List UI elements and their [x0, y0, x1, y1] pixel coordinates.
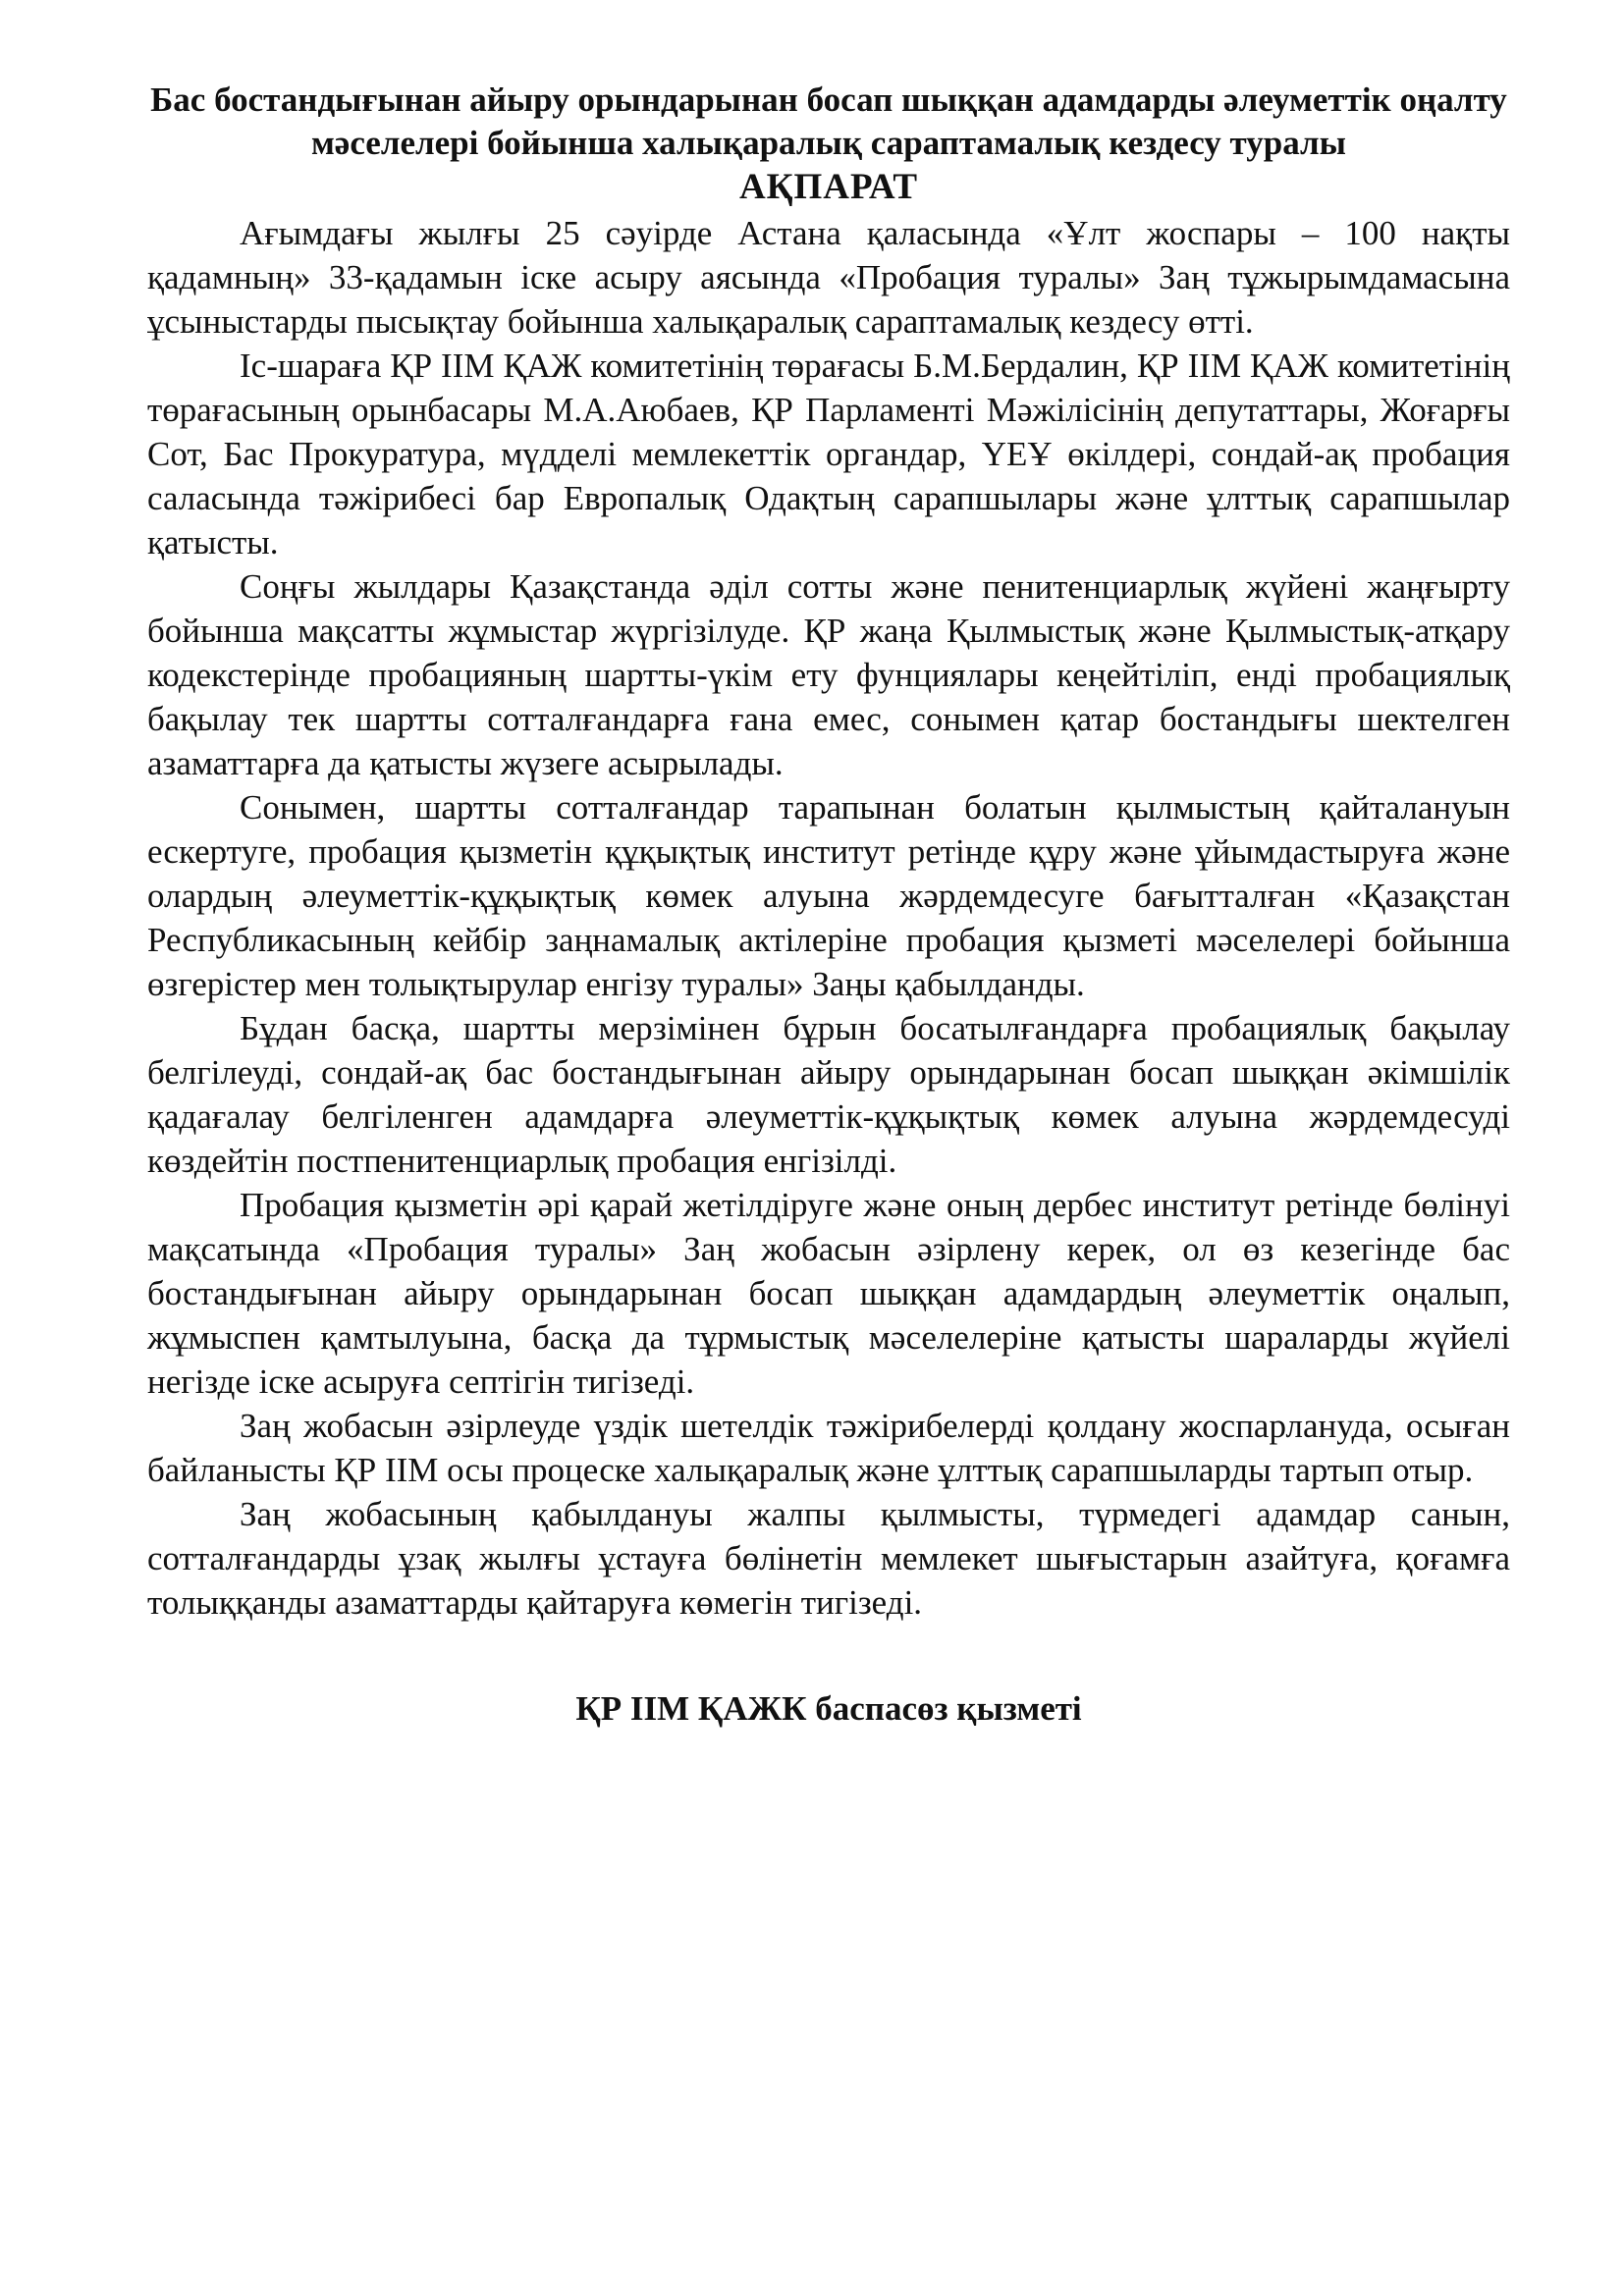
body-paragraph: Іс-шараға ҚР ІІМ ҚАЖ комитетінің төрағасы Б.М.Бердалин, ҚР ІІМ ҚАЖ комитетінің төрағасының орынбасары М.А.Аюбаев, ҚР Парламенті Мәжілісінің депутаттары, Жоғарғы Сот, Бас Прокуратура, мүдделі мемлекеттік органдар, ҮЕҰ өкілдері, сондай-ақ пробация саласында тәжірибесі бар Европалық Одақтың сарапшылары және ұлттық сарапшылар қатысты. — [147, 347, 1510, 561]
body-paragraph: Сонымен, шартты сотталғандар тарапынан болатын қылмыстың қайталануын ескертуге, пробация қызметін құқықтық институт ретінде құру және ұйымдастыруға және олардың әлеуметтік-құқықтық көмек алуына жәрдемдесуге бағытталған «Қазақстан Республикасының кейбір заңнамалық актілеріне пробация қызметі мәселелері бойынша өзгерістер мен толықтырулар енгізу туралы» Заңы қабылданды. — [147, 788, 1510, 1003]
document-title: Бас бостандығынан айыру орындарынан босап шыққан адамдарды әлеуметтік оңалту мәселелері бойынша халықаралық сараптамалық кездесу туралы — [150, 80, 1507, 162]
document-heading: АҚПАРАТ — [738, 167, 919, 207]
body-paragraph: Заң жобасының қабылдануы жалпы қылмысты, түрмедегі адамдар санын, сотталғандарды ұзақ жылғы ұстауға бөлінетін мемлекет шығыстарын азайтуға, қоғамға толыққанды азаматтарды қайтаруға көмегін тигізеді. — [147, 1495, 1510, 1622]
document-signature: ҚР ІІМ ҚАЖК баспасөз қызметі — [575, 1689, 1082, 1728]
document-page — [147, 79, 1510, 1731]
body-paragraph: Заң жобасын әзірлеуде үздік шетелдік тәжірибелерді қолдану жоспарлануда, осыған байланысты ҚР ІІМ осы процеске халықаралық және ұлттық сарапшыларды тартып отыр. — [147, 1407, 1510, 1489]
document-body — [147, 211, 1510, 1625]
body-paragraph: Соңғы жылдары Қазақстанда әділ сотты және пенитенциарлық жүйені жаңғырту бойынша мақсатты жұмыстар жүргізілуде. ҚР жаңа Қылмыстық және Қылмыстық-атқару кодекстерінде пробацияның шартты-үкім ету фунциялары кеңейтіліп, енді пробациялық бақылау тек шартты сотталғандарға ғана емес, сонымен қатар бостандығы шектелген азаматтарға да қатысты жүзеге асырылады. — [147, 567, 1510, 782]
body-paragraph: Ағымдағы жылғы 25 сәуірде Астана қаласында «Ұлт жоспары – 100 нақты қадамның» 33-қадамын іске асыру аясында «Пробация туралы» Заң тұжырымдамасына ұсыныстарды пысықтау бойынша халықаралық сараптамалық кездесу өтті. — [147, 214, 1510, 341]
body-paragraph: Бұдан басқа, шартты мерзімінен бұрын босатылғандарға пробациялық бақылау белгілеуді, сондай-ақ бас бостандығынан айыру орындарынан босап шыққан әкімшілік қадағалау белгіленген адамдарға әлеуметтік-құқықтық көмек алуына жәрдемдесуді көздейтін постпенитенциарлық пробация енгізілді. — [147, 1009, 1510, 1180]
body-paragraph: Пробация қызметін әрі қарай жетілдіруге және оның дербес институт ретінде бөлінуі мақсатында «Пробация туралы» Заң жобасын әзірлену керек, ол өз кезегінде бас бостандығынан айыру орындарынан босап шыққан адамдардың әлеуметтік оңалып, жұмыспен қамтылуына, басқа да тұрмыстық мәселелеріне қатысты шараларды жүйелі негізде іске асыруға септігін тигізеді. — [147, 1186, 1510, 1401]
